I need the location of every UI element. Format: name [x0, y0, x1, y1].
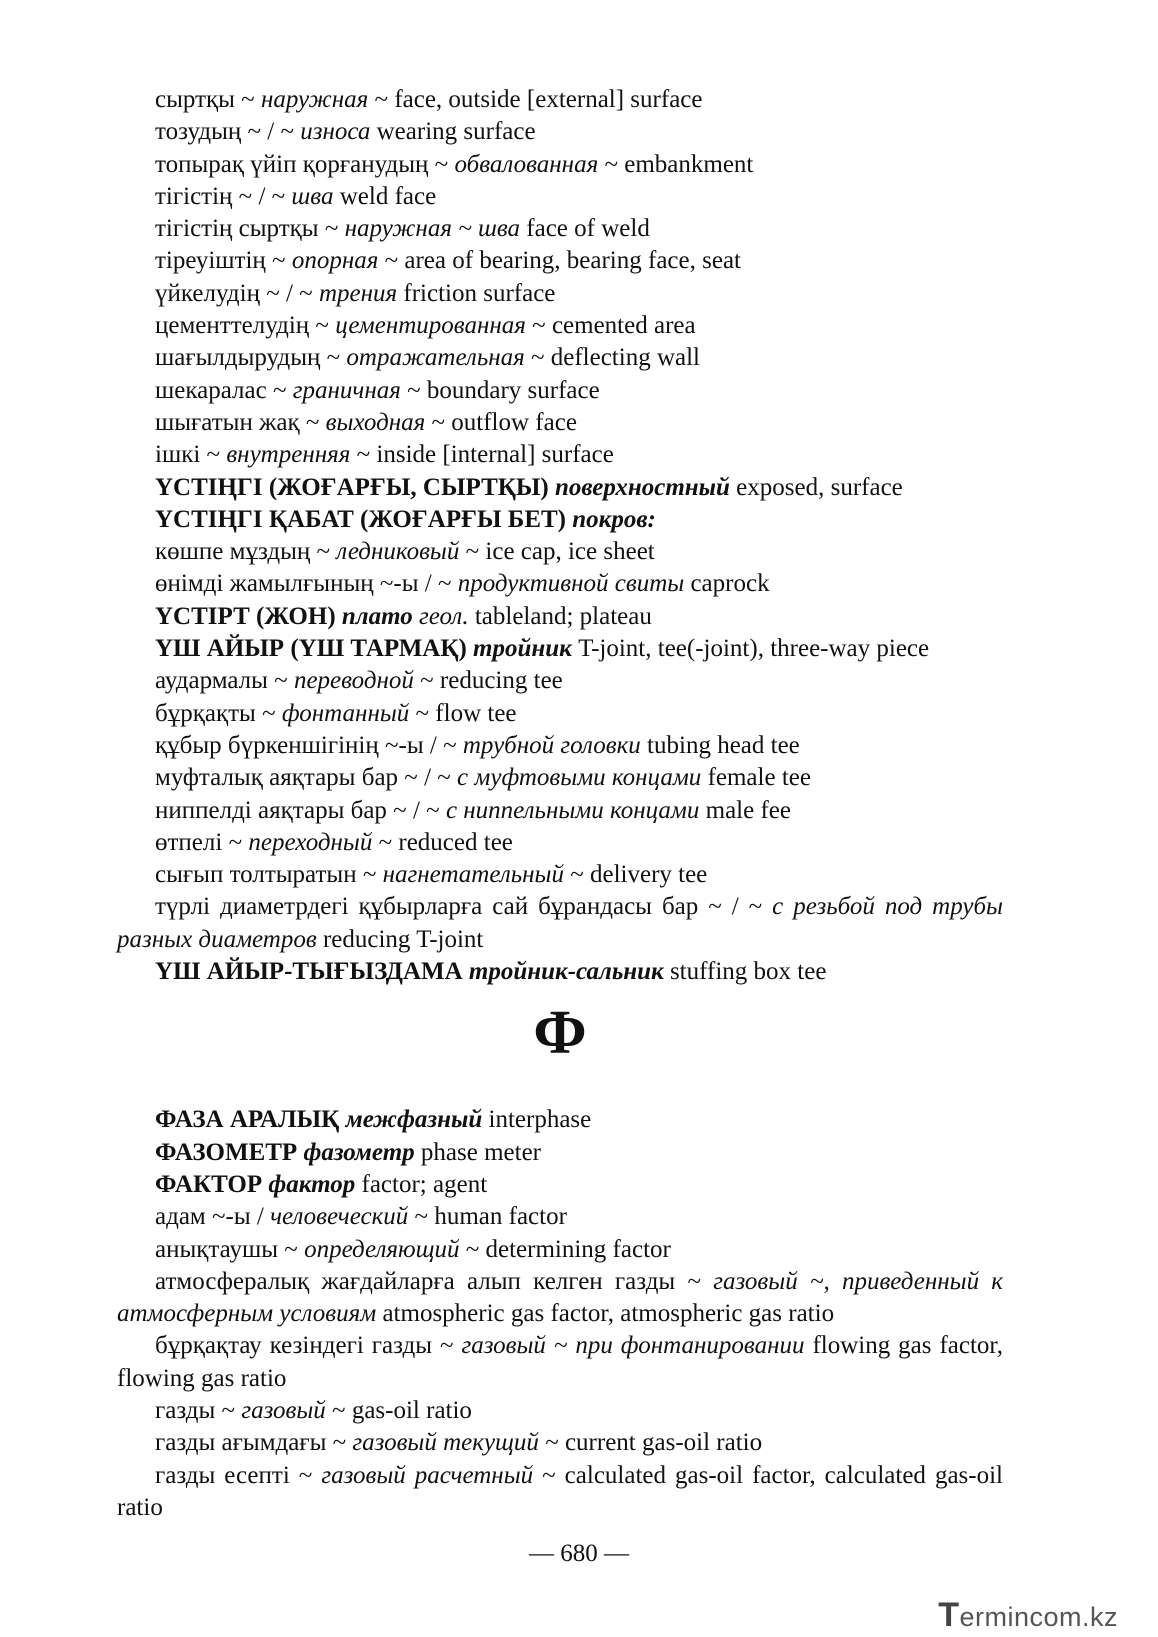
- entry-text: газды ағымдағы ~: [155, 1429, 353, 1457]
- entry-text: atmospheric gas factor, atmospheric gas ratio: [376, 1300, 835, 1328]
- entry-russian-headword: плато: [341, 602, 413, 630]
- entry-text: тігістің ~ / ~: [155, 182, 292, 210]
- dictionary-entry: [117, 407, 1003, 439]
- entry-russian-term: износа: [300, 118, 371, 146]
- dictionary-entry: [117, 601, 1003, 633]
- entry-text: interphase: [482, 1106, 592, 1134]
- entry-russian-headword: покров:: [572, 505, 656, 533]
- entry-text: ~ outflow face: [425, 408, 577, 436]
- dictionary-entry: [117, 1460, 1003, 1525]
- entry-text: үйкелудің ~ / ~: [155, 279, 319, 307]
- entry-text: tableland; plateau: [468, 602, 652, 630]
- entry-text: шағылдырудың ~: [155, 344, 347, 372]
- entry-text: tubing head tee: [640, 731, 800, 759]
- entry-text: цементтелудің ~: [155, 312, 336, 340]
- entry-text: ~ inside [internal] surface: [350, 441, 614, 469]
- watermark-text: ermincom.kz: [959, 1602, 1118, 1632]
- entry-text: ~ ice cap, ice sheet: [459, 538, 655, 566]
- entry-text: адам ~-ы /: [155, 1203, 271, 1231]
- dictionary-entry: [117, 859, 1003, 891]
- entry-russian-term: переводной: [293, 667, 414, 695]
- dictionary-entry: [117, 181, 1003, 213]
- entry-russian-term: газовый: [241, 1396, 326, 1424]
- entry-russian-term: трения: [318, 279, 398, 307]
- dictionary-entry: [117, 891, 1003, 956]
- entry-russian-headword: фактор: [268, 1170, 356, 1198]
- dictionary-entry: [117, 827, 1003, 859]
- entry-text: female tee: [701, 764, 811, 792]
- entry-text: аудармалы ~: [155, 667, 294, 695]
- entry-text: көшпе мұздың ~: [155, 538, 337, 566]
- entry-text: сығып толтыратын ~: [155, 861, 383, 889]
- entry-text: тігістің сыртқы ~: [155, 215, 345, 243]
- entry-text: құбыр бүркеншігінің ~-ы / ~: [155, 731, 463, 759]
- entry-text: factor; agent: [355, 1170, 488, 1198]
- dictionary-entry: [117, 1330, 1003, 1395]
- entry-text: өнімді жамылғының ~-ы / ~: [155, 570, 458, 598]
- dictionary-entry: [117, 1266, 1003, 1331]
- entry-text: caprock: [684, 570, 770, 598]
- entry-text: face of weld: [520, 215, 650, 243]
- entries-block-top: [117, 84, 1003, 988]
- entry-headword: ФАКТОР: [155, 1170, 269, 1198]
- entry-russian-term: фонтанный: [281, 699, 410, 727]
- entry-russian-term: трубной головки: [462, 731, 641, 759]
- dictionary-entry: [117, 84, 1003, 116]
- dictionary-entry: [117, 1234, 1003, 1266]
- entry-text: ~ deflecting wall: [524, 344, 700, 372]
- dictionary-entry: [117, 504, 1003, 536]
- dictionary-entry: [117, 762, 1003, 794]
- entry-text: топырақ үйіп қорғанудың ~: [155, 150, 455, 178]
- entry-text: T-joint, tee(-joint), three-way piece: [571, 635, 930, 663]
- entry-text: friction surface: [397, 279, 556, 307]
- entry-russian-term: газовый ~ при фонтанировании: [461, 1332, 805, 1360]
- dictionary-entry: [117, 439, 1003, 471]
- dictionary-entry: [117, 536, 1003, 568]
- entry-text: wearing surface: [370, 118, 536, 146]
- dictionary-entry: [117, 568, 1003, 600]
- entry-text: ішкі ~: [155, 441, 227, 469]
- entry-russian-term: отражательная: [346, 344, 525, 372]
- entry-russian-term: наружная: [260, 86, 369, 113]
- entry-text: муфталық аяқтары бар ~ / ~: [155, 764, 458, 792]
- entry-russian-term: граничная: [292, 376, 401, 404]
- entry-text: ~ reduced tee: [372, 828, 513, 856]
- watermark-initial: T: [938, 1596, 960, 1634]
- entry-russian-headword: тройник-сальник: [468, 958, 664, 986]
- dictionary-entry: [117, 310, 1003, 342]
- entry-text: ~ embankment: [598, 150, 754, 178]
- dictionary-entry: [117, 213, 1003, 245]
- dictionary-entry: [117, 730, 1003, 762]
- entry-russian-term: человеческий: [270, 1203, 409, 1231]
- entry-text: атмосфералық жағдайларға алып келген газды ~: [155, 1267, 714, 1295]
- page-number: — 680 —: [529, 1540, 629, 1567]
- entry-russian-term: с ниппельными концами: [445, 796, 700, 824]
- entry-russian-term: выходная: [325, 408, 426, 436]
- entry-text: бұрқақты ~: [155, 699, 282, 727]
- entry-russian-term: газовый ~, приведенный к атмосферным условиям: [117, 1267, 1004, 1328]
- entry-russian-term: наружная ~ шва: [344, 215, 521, 243]
- dictionary-entry: [117, 472, 1003, 504]
- entry-text: ~ delivery tee: [563, 861, 708, 889]
- dictionary-entry: [117, 698, 1003, 730]
- dictionary-entry: [117, 278, 1003, 310]
- dictionary-page: [117, 84, 1003, 1524]
- entry-text: өтпелі ~: [155, 828, 249, 856]
- entry-russian-term: геол.: [419, 602, 469, 630]
- dictionary-entry: [117, 1201, 1003, 1233]
- dictionary-entry: [117, 633, 1003, 665]
- dictionary-entry: [117, 116, 1003, 148]
- entry-text: ~ cemented area: [525, 312, 696, 340]
- site-watermark: [938, 1596, 1118, 1635]
- entry-text: reducing T-joint: [316, 925, 484, 953]
- entry-russian-headword: тройник: [473, 635, 572, 663]
- entry-russian-term: внутренняя: [226, 441, 351, 469]
- dictionary-entry: [117, 375, 1003, 407]
- entry-text: анықтаушы ~: [155, 1235, 305, 1263]
- entry-text: түрлі диаметрдегі құбырларға сай бұрандасы бар ~ / ~: [155, 893, 773, 921]
- entry-russian-headword: поверхностный: [555, 473, 730, 501]
- entry-headword: ҮШ АЙЫР (ҮШ ТАРМАҚ): [155, 635, 474, 663]
- entry-russian-term: определяющий: [304, 1235, 460, 1263]
- entry-headword: ҮСТІРТ (ЖОН): [155, 602, 342, 630]
- dictionary-entry: [117, 665, 1003, 697]
- entry-text: phase meter: [414, 1138, 541, 1166]
- dictionary-entry: [117, 149, 1003, 181]
- entry-russian-term: газовый текущий: [352, 1429, 539, 1457]
- entry-headword: ФАЗОМЕТР: [155, 1138, 304, 1166]
- entry-russian-term: переходный: [248, 828, 373, 856]
- entries-block-bottom: [117, 1104, 1003, 1524]
- entry-headword: ҮСТІҢГІ (ЖОҒАРҒЫ, СЫРТҚЫ): [155, 473, 555, 501]
- entry-text: ниппелді аяқтары бар ~ / ~: [155, 796, 446, 824]
- entry-russian-term: шва: [291, 182, 334, 210]
- entry-russian-term: ледниковый: [336, 538, 460, 566]
- entry-headword: ҮШ АЙЫР-ТЫҒЫЗДАМА: [155, 958, 469, 986]
- entry-russian-term: нагнетательный: [382, 861, 564, 889]
- entry-headword: ФАЗА АРАЛЫҚ: [155, 1106, 346, 1134]
- entry-text: ~ face, outside [external] surface: [368, 86, 703, 113]
- dictionary-entry: [117, 1104, 1003, 1136]
- entry-text: шығатын жақ ~: [155, 408, 326, 436]
- entry-text: ~ area of bearing, bearing face, seat: [378, 247, 741, 275]
- entry-text: ~ determining factor: [459, 1235, 671, 1263]
- entry-headword: ҮСТІҢГІ ҚАБАТ (ЖОҒАРҒЫ БЕТ): [155, 505, 573, 533]
- entry-text: stuffing box tee: [663, 958, 827, 986]
- entry-text: сыртқы ~: [155, 86, 261, 113]
- entry-text: тозудың ~ / ~: [155, 118, 301, 146]
- entry-russian-headword: межфазный: [345, 1106, 483, 1134]
- section-letter-heading: Ф: [533, 999, 587, 1068]
- entry-text: exposed, surface: [729, 473, 903, 501]
- entry-text: ~ calculated gas-oil factor, calculated gas-oil ratio: [117, 1461, 1003, 1521]
- entry-text: ~ boundary surface: [400, 376, 600, 404]
- entry-text: ~ gas-oil ratio: [325, 1396, 472, 1424]
- entry-russian-headword: фазометр: [303, 1138, 415, 1166]
- dictionary-entry: [117, 1169, 1003, 1201]
- entry-russian-term: с муфтовыми концами: [457, 764, 702, 792]
- dictionary-entry: [117, 1395, 1003, 1427]
- entry-russian-term: продуктивной свиты: [457, 570, 685, 598]
- dictionary-entry: [117, 795, 1003, 827]
- entry-text: male fee: [699, 796, 791, 824]
- entry-text: ~ current gas-oil ratio: [538, 1429, 763, 1457]
- entry-russian-term: обвалованная: [454, 150, 599, 178]
- entry-russian-term: опорная: [291, 247, 379, 275]
- entry-russian-term: газовый расчетный: [321, 1461, 534, 1489]
- entry-text: weld face: [333, 182, 437, 210]
- dictionary-entry: [117, 1137, 1003, 1169]
- entry-text: ~ reducing tee: [413, 667, 563, 695]
- dictionary-entry: [117, 956, 1003, 988]
- entry-text: ~ flow tee: [409, 699, 517, 727]
- entry-text: тіреуіштің ~: [155, 247, 292, 275]
- entry-text: ~ human factor: [408, 1203, 567, 1231]
- dictionary-entry: [117, 1427, 1003, 1459]
- entry-text: flowing gas factor, flowing gas ratio: [117, 1332, 1003, 1392]
- entry-russian-term: с резьбой под трубы разных диаметров: [117, 893, 1003, 953]
- entry-text: шекаралас ~: [155, 376, 293, 404]
- dictionary-entry: [117, 342, 1003, 374]
- entry-russian-term: цементированная: [335, 312, 526, 340]
- entry-text: газды ~: [155, 1396, 242, 1424]
- entry-text: газды есепті ~: [155, 1461, 322, 1489]
- dictionary-entry: [117, 245, 1003, 277]
- entry-text: бұрқақтау кезіндегі газды ~: [155, 1332, 462, 1360]
